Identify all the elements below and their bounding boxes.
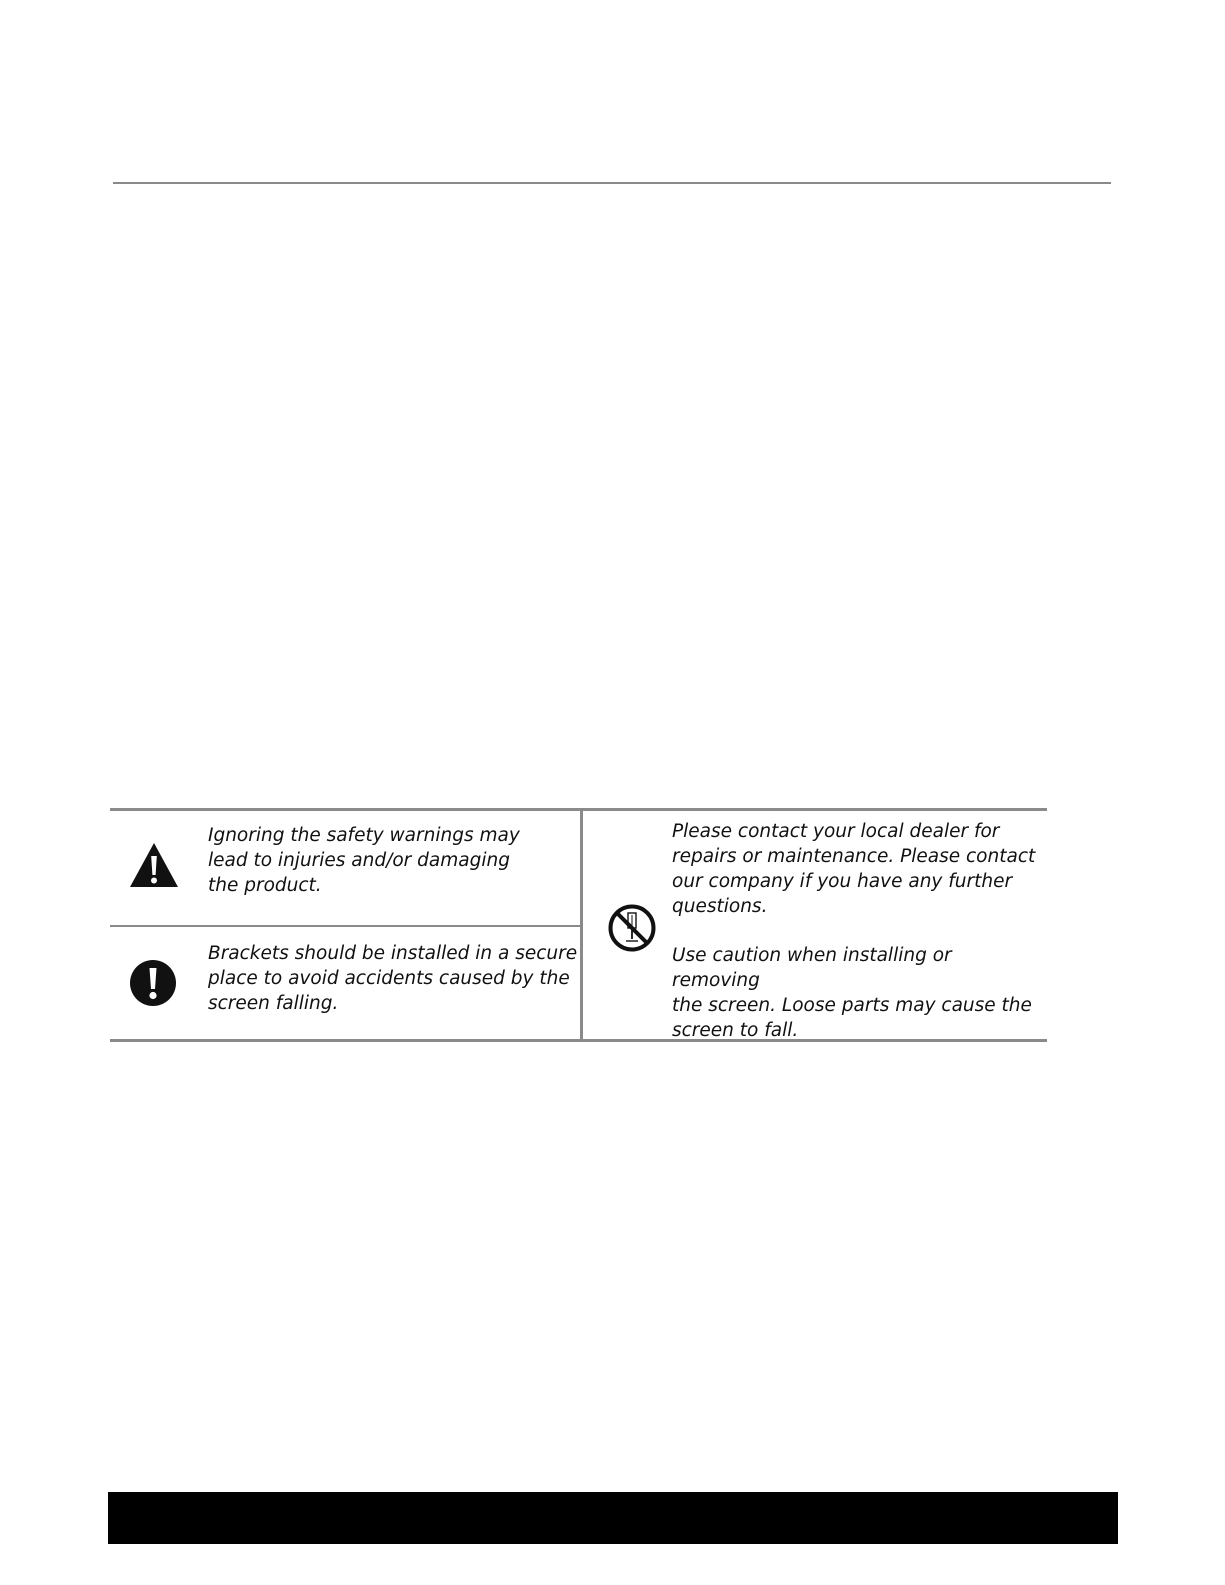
header-divider [113,182,1111,184]
warning-note [110,811,580,925]
footer-bar [108,1492,1118,1544]
warning-triangle-icon [128,841,180,889]
mandatory-note [110,927,580,1039]
installation-caution-text: Use caution when installing or removing the screen. Loose parts may cause the screen to fall. [672,945,1032,1041]
mandatory-text: Brackets should be installed in a secure place to avoid accidents caused by the screen falling. [208,943,578,1014]
exclamation-circle-icon [129,959,177,1007]
warning-text: Ignoring the safety warnings may lead to injuries and/or damaging the product. [208,825,520,896]
no-disassembly-icon [607,903,657,953]
prohibition-note [583,811,1047,1039]
safety-notes-table [110,808,1047,1042]
service-contact-text: Please contact your local dealer for repairs or maintenance. Please contact our company if you have any further questions. [672,821,1036,917]
